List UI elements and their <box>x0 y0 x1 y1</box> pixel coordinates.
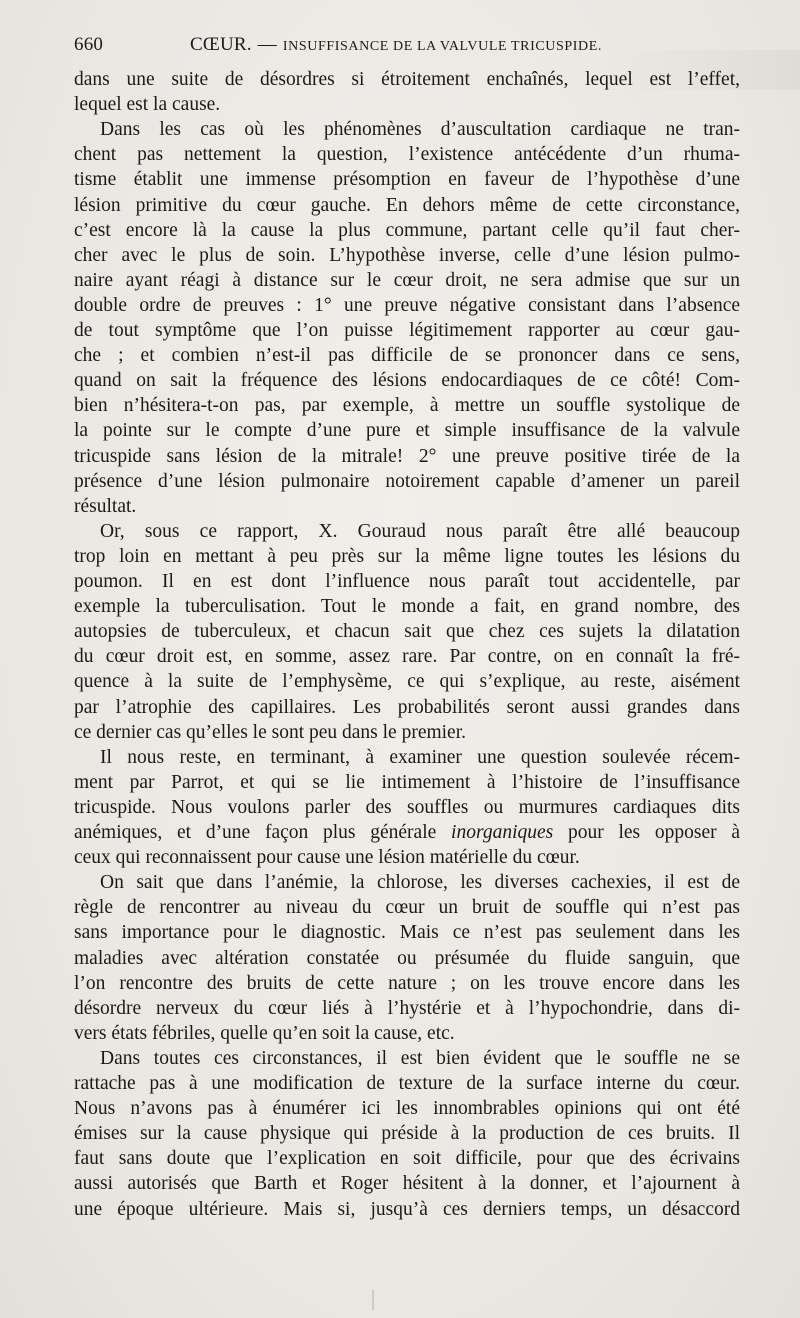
text-line: résultat. <box>74 495 137 517</box>
text-line: désordre nerveux du cœur liés à l’hystérie et à l’hypochondrie, dans di- <box>74 997 740 1019</box>
text-line: maladies avec altération constatée ou présumée du fluide sanguin, que <box>74 947 740 969</box>
text-line: chent pas nettement la question, l’existence antécédente d’un rhuma- <box>74 144 740 166</box>
text-line: ce dernier cas qu’elles le sont peu dans le premier. <box>74 721 467 743</box>
text-line: l’on rencontre des bruits de cette nature ; on les trouve encore dans les <box>74 972 740 994</box>
text-line: double ordre de preuves : 1° une preuve négative consistant dans l’absence <box>74 294 740 316</box>
text-line: autopsies de tuberculeux, et chacun sait que chez ces sujets la dilatation <box>74 621 740 643</box>
text-line: Dans les cas où les phénomènes d’auscultation cardiaque ne tran- <box>100 119 740 141</box>
text-line: trop loin en mettant à peu près sur la même ligne toutes les lésions du <box>74 545 740 567</box>
text-line: vers états fébriles, quelle qu’en soit la cause, etc. <box>74 1022 455 1044</box>
text-segment: anémiques, et d’une façon plus générale <box>74 822 452 843</box>
text-line: poumon. Il en est dont l’influence nous paraît tout accidentelle, par <box>74 571 740 592</box>
text-line: lequel est la cause. <box>74 94 221 116</box>
running-title-sub: INSUFFISANCE DE LA VALVULE TRICUSPIDE. <box>282 39 602 54</box>
text-line: du cœur droit est, en somme, assez rare. Par contre, on en connaît la fré- <box>74 646 740 668</box>
text-line: dans une suite de désordres si étroitement enchaînés, lequel est l’effet, <box>74 69 740 90</box>
running-title-dash: — <box>257 34 277 55</box>
text-line: naire ayant réagi à distance sur le cœur droit, ne sera admise que sur un <box>74 269 740 291</box>
text-line: règle de rencontrer au niveau du cœur un bruit de souffle qui n’est pas <box>74 897 740 919</box>
text-line: quand on sait la fréquence des lésions endocardiaques de ce côté! Com- <box>74 370 740 392</box>
text-line: Nous n’avons pas à énumérer ici les innombrables opinions qui ont été <box>74 1098 740 1120</box>
text-line: une époque ultérieure. Mais si, jusqu’à ces derniers temps, un désaccord <box>74 1198 740 1220</box>
italic-term: inorganiques <box>451 822 554 843</box>
text-line: sans importance pour le diagnostic. Mais ce n’est pas seulement dans les <box>74 922 740 944</box>
text-line: de tout symptôme que l’on puisse légitimement rapporter au cœur gau- <box>74 320 740 341</box>
running-title <box>190 34 602 56</box>
text-line: On sait que dans l’anémie, la chlorose, les diverses cachexies, il est de <box>100 872 740 894</box>
text-line: par l’atrophie des capillaires. Les probabilités seront aussi grandes dans <box>74 696 740 718</box>
text-line: la pointe sur le compte d’une pure et simple insuffisance de la valvule <box>74 420 740 442</box>
text-line: exemple la tuberculisation. Tout le monde a fait, en grand nombre, des <box>74 596 740 618</box>
text-line: rattache pas à une modification de texture de la surface interne du cœur. <box>74 1073 740 1094</box>
text-line: tricuspide sans lésion de la mitrale! 2° une preuve positive tirée de la <box>74 445 740 467</box>
text-line: quence à la suite de l’emphysème, ce qui s’explique, au reste, aisément <box>74 671 740 693</box>
running-title-main: CŒUR. <box>190 34 252 55</box>
text-line: présence d’une lésion pulmonaire notoirement capable d’amener un pareil <box>74 470 740 492</box>
text-line: lésion primitive du cœur gauche. En dehors même de cette circonstance, <box>74 194 740 216</box>
text-line: c’est encore là la cause la plus commune, partant celle qu’il faut cher- <box>74 219 740 241</box>
page-mark <box>372 1290 374 1310</box>
running-header <box>74 34 742 60</box>
text-line: ment par Parrot, et qui se lie intimement à l’histoire de l’insuffisance <box>74 771 740 793</box>
page-number: 660 <box>74 34 104 55</box>
text-line: faut sans doute que l’explication en soit difficile, pour que des écrivains <box>74 1148 740 1170</box>
text-line: ceux qui reconnaissent pour cause une lésion matérielle du cœur. <box>74 847 580 869</box>
text-line: aussi autorisés que Barth et Roger hésitent à la donner, et l’ajournent à <box>74 1173 740 1195</box>
text-line <box>74 820 740 845</box>
text-segment: pour les opposer à <box>553 822 740 843</box>
text-line: bien n’hésitera-t-on pas, par exemple, à mettre un souffle systolique de <box>74 395 740 417</box>
text-line: che ; et combien n’est-il pas difficile de se prononcer dans ce sens, <box>74 345 740 367</box>
text-line: tricuspide. Nous voulons parler des souffles ou murmures cardiaques dits <box>74 796 740 818</box>
text-line: Il nous reste, en terminant, à examiner une question soulevée récem- <box>100 746 740 768</box>
text-line: émises sur la cause physique qui préside à la production de ces bruits. Il <box>74 1123 740 1145</box>
text-line: Dans toutes ces circonstances, il est bien évident que le souffle ne se <box>100 1047 740 1069</box>
text-line: cher avec le plus de soin. L’hypothèse inverse, celle d’une lésion pulmo- <box>74 244 740 266</box>
text-line: tisme établit une immense présomption en faveur de l’hypothèse d’une <box>74 169 740 191</box>
text-line: Or, sous ce rapport, X. Gouraud nous paraît être allé beaucoup <box>100 520 740 542</box>
